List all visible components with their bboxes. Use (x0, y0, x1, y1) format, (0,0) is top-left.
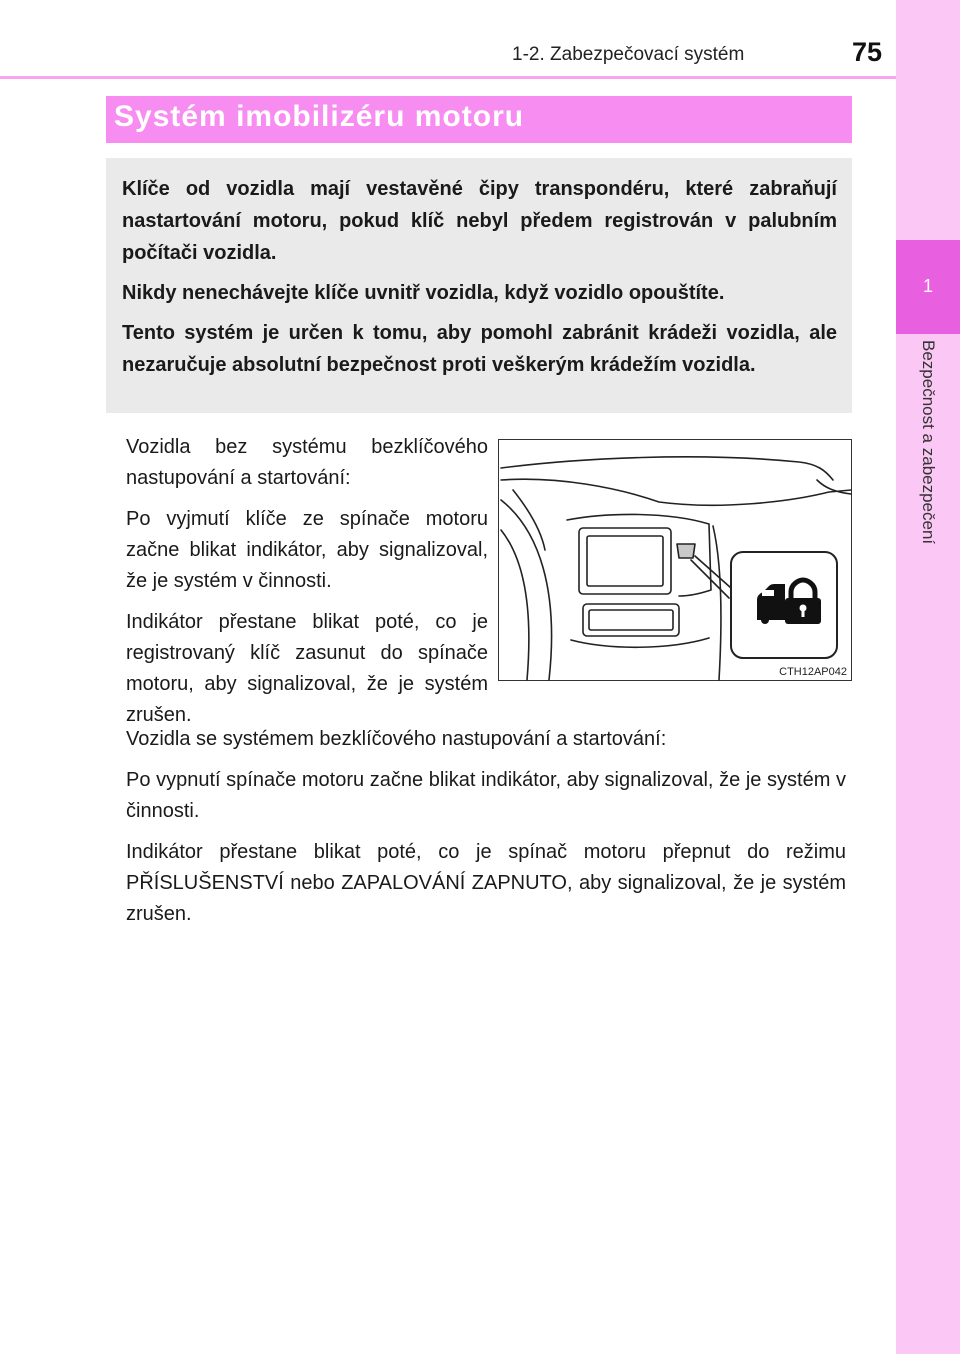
chapter-label: Bezpečnost a zabezpečení (919, 340, 938, 545)
body-paragraph: Indikátor přestane blikat poté, co je registrovaný klíč zasunut do spínače motoru, aby signalizoval, že je systém zrušen. (126, 611, 488, 726)
body-paragraph: Po vypnutí spínače motoru začne blikat indikátor, aby signalizoval, že je systém v činnosti. (126, 769, 846, 822)
intro-box (106, 158, 852, 413)
body-paragraph: Indikátor přestane blikat poté, co je spínač motoru přepnut do režimu PŘÍSLUŠENSTVÍ nebo ZAPALOVÁNÍ ZAPNUTO, aby signalizoval, že je systém zrušen. (126, 841, 846, 925)
body-paragraph: Vozidla se systémem bezklíčového nastupování a startování: (126, 728, 667, 750)
intro-paragraph: Nikdy nenechávejte klíče uvnitř vozidla, když vozidlo opouštíte. (122, 282, 725, 304)
chapter-number: 1 (922, 276, 933, 296)
body-paragraph: Po vyjmutí klíče ze spínače motoru začne blikat indikátor, aby signalizoval, že je systém v činnosti. (126, 508, 488, 592)
page-number: 75 (852, 37, 883, 67)
dashboard-drawing (499, 440, 853, 682)
figure-code: CTH12AP042 (779, 666, 847, 678)
header-divider (0, 76, 896, 79)
section-title: Systém imobilizéru motoru (114, 100, 525, 133)
body-paragraph: Vozidla bez systému bezklíčového nastupování a startování: (126, 436, 488, 489)
header-section-title: 1-2. Zabezpečovací systém (512, 44, 745, 65)
body-left-column (126, 432, 488, 741)
chapter-side-strip (896, 0, 960, 1354)
intro-paragraph: Klíče od vozidla mají vestavěné čipy transpondéru, které zabraňují nastartování motoru, pokud klíč nebyl předem registrován v palubním počítači vozidla. (122, 178, 837, 264)
dashboard-illustration (498, 439, 852, 681)
body-full-column (126, 724, 846, 940)
intro-paragraph: Tento systém je určen k tomu, aby pomohl zabránit krádeži vozidla, ale nezaručuje absolutní bezpečnost proti veškerým krádežím vozidla. (122, 322, 837, 376)
